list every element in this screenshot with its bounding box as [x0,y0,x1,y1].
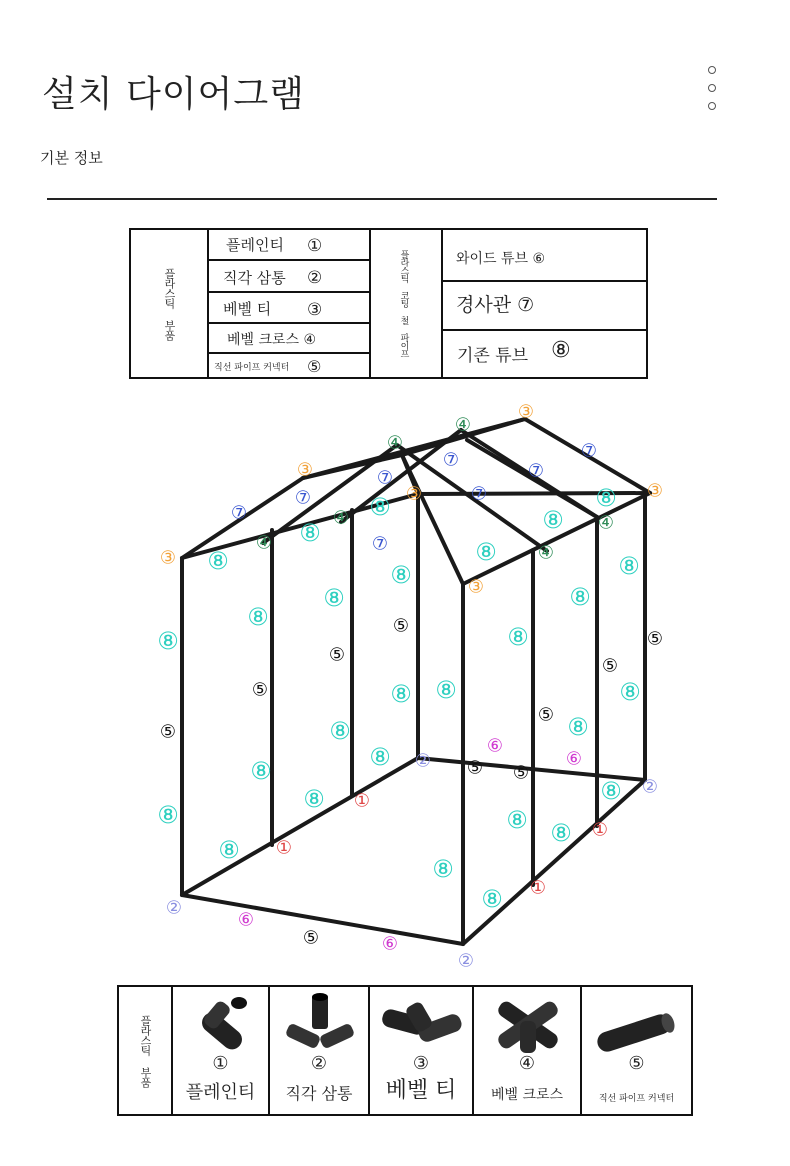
part-card [370,987,474,1114]
callout-marker-3: ③ [646,480,664,502]
callout-marker-7: ⑦ [580,440,598,462]
section-subtitle: 기본 정보 [40,149,103,167]
part-card [582,987,691,1114]
callout-marker-4: ④ [597,512,615,534]
part-card [173,987,270,1114]
part-label: 베벨 크로스 [490,1087,564,1103]
callout-markers [157,402,663,972]
callout-marker-4: ④ [454,414,472,436]
legend-item-num: ① [307,236,323,256]
callout-marker-2: ② [457,950,475,972]
right-angle-tee-icon [270,991,370,1061]
callout-marker-6: ⑥ [486,735,504,757]
callout-marker-7: ⑦ [294,487,312,509]
callout-marker-5: ⑤ [646,628,664,650]
callout-marker-7: ⑦ [230,502,248,524]
callout-marker-5: ⑤ [601,655,619,677]
legend-pipe-title: 플라스틱 코팅 철 파이프 [398,250,409,357]
callout-marker-1: ① [529,877,547,899]
callout-marker-7: ⑦ [442,449,460,471]
callout-marker-8: ⑧ [157,627,179,655]
callout-marker-8: ⑧ [595,484,617,512]
callout-marker-5: ⑤ [466,757,484,779]
legend-pipe-label: 와이드 튜브 ⑥ [456,251,546,267]
callout-marker-8: ⑧ [247,603,269,631]
callout-marker-5: ⑤ [392,615,410,637]
callout-marker-5: ⑤ [302,927,320,949]
callout-marker-5: ⑤ [159,721,177,743]
callout-marker-3: ③ [159,547,177,569]
callout-marker-8: ⑧ [250,757,272,785]
callout-marker-8: ⑧ [567,713,589,741]
callout-marker-2: ② [641,776,659,798]
part-card [474,987,582,1114]
callout-marker-3: ③ [467,576,485,598]
callout-marker-1: ① [353,790,371,812]
callout-marker-8: ⑧ [299,519,321,547]
callout-marker-6: ⑥ [237,909,255,931]
part-num: ⑤ [628,1053,645,1074]
callout-marker-8: ⑧ [329,717,351,745]
callout-marker-8: ⑧ [218,836,240,864]
part-label: 플레인티 [185,1082,256,1103]
callout-marker-8: ⑧ [506,806,528,834]
callout-marker-8: ⑧ [542,506,564,534]
page-title: 설치 다이어그램 [42,74,305,115]
callout-marker-3: ③ [517,401,535,423]
legend-pipe-num: ⑧ [551,338,571,363]
bevel-tee-icon [370,991,474,1061]
callout-marker-8: ⑧ [207,547,229,575]
callout-marker-8: ⑧ [323,584,345,612]
callout-marker-7: ⑦ [470,483,488,505]
callout-marker-8: ⑧ [507,623,529,651]
callout-marker-5: ⑤ [328,644,346,666]
callout-marker-8: ⑧ [432,855,454,883]
callout-marker-7: ⑦ [371,533,389,555]
legend-item-num: ② [307,268,323,288]
callout-marker-8: ⑧ [550,819,572,847]
callout-marker-3: ③ [296,459,314,481]
callout-marker-8: ⑧ [369,493,391,521]
callout-marker-8: ⑧ [390,561,412,589]
callout-marker-2: ② [165,897,183,919]
callout-marker-5: ⑤ [537,704,555,726]
callout-marker-4: ④ [255,532,273,554]
legend-item-label: 베벨 크로스 ④ [227,332,317,348]
parts-title: 플라스틱 부품 [139,1014,152,1087]
callout-marker-6: ⑥ [381,933,399,955]
part-num: ② [310,1053,328,1074]
callout-marker-4: ④ [332,507,350,529]
callout-marker-8: ⑧ [618,552,640,580]
callout-marker-5: ⑤ [251,679,269,701]
bevel-cross-icon [474,991,582,1061]
callout-marker-8: ⑧ [569,583,591,611]
callout-marker-8: ⑧ [369,743,391,771]
callout-marker-8: ⑧ [157,801,179,829]
legend-pipe-label: 기존 튜브 [457,346,529,366]
legend-item-num: ③ [307,300,323,320]
callout-marker-8: ⑧ [303,785,325,813]
legend-item-label: 플레인티 [226,236,284,254]
parts-table [117,985,693,1116]
callout-marker-8: ⑧ [475,538,497,566]
callout-marker-4: ④ [386,432,404,454]
legend-plastic-title: 플라스틱 부품 [163,267,176,340]
callout-marker-3: ③ [405,483,423,505]
part-card [270,987,370,1114]
part-num: ③ [412,1053,430,1074]
legend-item-label: 직각 삼통 [223,269,286,287]
callout-marker-1: ① [275,837,293,859]
legend-item-label: 베벨 티 [223,300,272,318]
legend-pipe-label: 경사관 ⑦ [456,294,535,316]
part-num: ① [212,1053,229,1074]
callout-marker-8: ⑧ [435,676,457,704]
legend-item-num: ⑤ [307,357,322,376]
callout-marker-6: ⑥ [565,748,583,770]
part-label: 직선 파이프 커넥터 [598,1094,675,1104]
callout-marker-8: ⑧ [600,777,622,805]
callout-marker-2: ② [414,750,432,772]
callout-marker-8: ⑧ [390,680,412,708]
part-num: ④ [518,1053,536,1074]
legend-item-label: 직선 파이프 커넥터 [214,363,290,373]
part-label: 직각 삼통 [285,1084,353,1103]
callout-marker-4: ④ [537,542,555,564]
callout-marker-8: ⑧ [619,678,641,706]
callout-marker-5: ⑤ [512,762,530,784]
callout-marker-8: ⑧ [481,885,503,913]
callout-marker-7: ⑦ [376,467,394,489]
callout-marker-7: ⑦ [527,460,545,482]
callout-marker-1: ① [591,819,609,841]
part-label: 베벨 티 [385,1078,457,1103]
